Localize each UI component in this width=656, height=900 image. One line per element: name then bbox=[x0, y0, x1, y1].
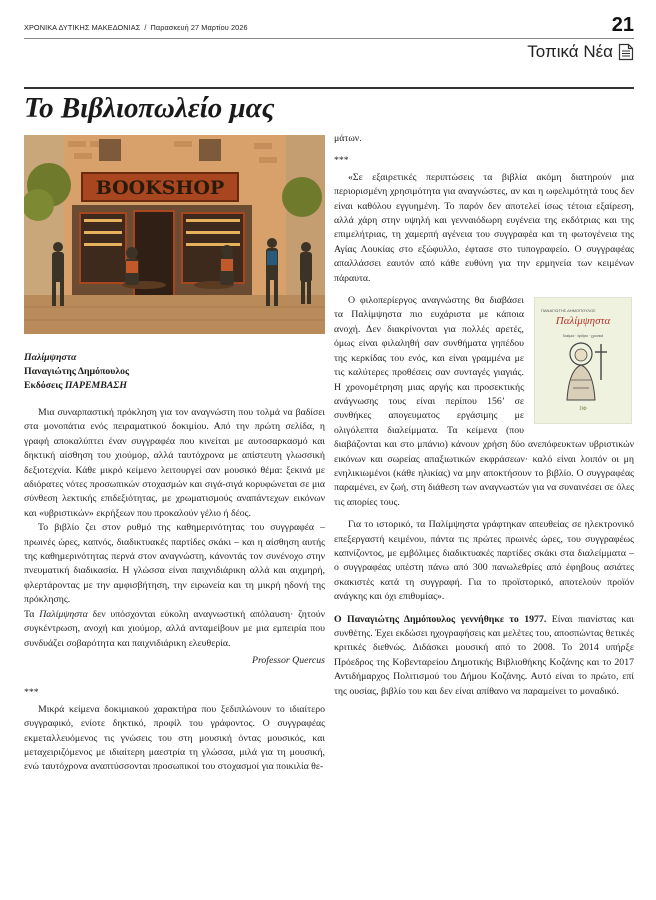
left-column bbox=[24, 406, 325, 775]
paragraph-prefix: Τα bbox=[24, 608, 40, 620]
cover-title: Παλίμψηστα bbox=[555, 315, 611, 328]
description-paragraph: Μικρά κείμενα δοκιμιακού χαρακτήρα που ξεδιπλώνουν το ιδιαίτερο συγγραφικό, ενίοτε δηκτικό, προφίλ του γράφοντος. Ο συγγραφέας εκμεταλλευόμενος τις γνώσεις του στη μουσική όντας μουσικός, και μεταχειριζόμενος με ιδιαίτερη μαεστρία τη γλώσσα, μιλά για τη μουσική, ενώ ταυτόχρονα αναπτύσσονται προσωπικοί του στοχασμοί για ποικιλία θε- bbox=[24, 703, 325, 773]
review-paragraph: Μια συναρπαστική πρόκληση για τον αναγνώστη που τολμά να βαδίσει στα μονοπάτια ενός πειραματικού δοκιμίου. Από την πρώτη σελίδα, η γραφή αποκαλύπτει έναν συγγραφέα που κινείται με αυτοσαρκασμό και δηκτική αίσθηση του χιούμορ, αλλά ταυτόχρονα με απίστευτη γλωσσική δεξιοτεχνία. Κάθε μικρό κείμενο λειτουργεί σαν μουσικό θέμα: ξεκινά με αδιόρατες νότες προσωπικών στοχασμών και σιγά-σιγά κορυφώνεται σε μια σύνθεση λεκτικής επιδεξιότητας, με χρωματισμούς αναπάντεχων εικόνων και «υβριστικών» εκρήξεων που προκαλούν γέλιο ή δέος. bbox=[24, 407, 325, 519]
masthead-info bbox=[24, 23, 248, 32]
saint-lucia-icon bbox=[557, 340, 611, 402]
book-title-inline: Παλίμψηστα bbox=[39, 608, 88, 620]
author-quote: «Σε εξαιρετικές περιπτώσεις τα βιβλία ακόμη διατηρούν μια περιορισμένη χρησιμότητα για αναγνώστες, αν και η ωφελιμότητά τους δεν είναι καθόλου εγγυημένη. Το παρόν δεν αποτελεί ίσως τέτοια εξαίρεση, αλλά χάρη στην υψηλή και γενναιόδωρη ευγένεια της εκδότριας και της επιμελήτριας, τη χαμερπή αγένεια του συγγραφέα και τη φωτογένεια της Αγίας Λουκίας στο εξώφυλλο, έφτασε στο τυπογραφείο. Ο συγγραφέας απαλλάσσει εαυτόν από κάθε ευθύνη για την ερμηνεία των κειμένων πάραυτα. bbox=[334, 171, 634, 284]
publisher-name: ΠΑΡΕΜΒΑΣΗ bbox=[64, 380, 127, 391]
section-rule bbox=[24, 87, 634, 89]
page-number: 21 bbox=[611, 14, 634, 36]
review-signature: Professor Quercus bbox=[251, 654, 325, 666]
section-label: Τοπικά Νέα bbox=[527, 42, 613, 61]
book-publisher bbox=[24, 379, 324, 393]
book-title: Παλίμψηστα bbox=[24, 352, 77, 363]
header-rule bbox=[24, 38, 634, 39]
review-paragraph bbox=[24, 608, 325, 651]
section-header bbox=[527, 42, 634, 62]
article-headline: Το Βιβλιοπωλείο μας bbox=[24, 92, 275, 124]
publisher-logo: ΠΦ bbox=[579, 406, 587, 412]
book-author: Παναγιώτης Δημόπουλος bbox=[24, 366, 130, 377]
issue-date: Παρασκευή 27 Μαρτίου 2026 bbox=[150, 23, 248, 32]
author-bio bbox=[334, 613, 634, 699]
section-divider: *** bbox=[24, 687, 39, 699]
bookshop-sign: BOOKSHOP bbox=[95, 177, 225, 199]
right-column bbox=[334, 132, 634, 699]
publisher-prefix: Εκδόσεις bbox=[24, 380, 63, 391]
bookshop-illustration bbox=[24, 135, 325, 334]
book-cover bbox=[534, 297, 632, 424]
masthead-separator: / bbox=[144, 23, 147, 32]
cover-author: ΠΑΝΑΓΙΩΤΗΣ ΔΗΜΟΠΟΥΛΟΣ bbox=[541, 308, 596, 314]
book-details bbox=[24, 351, 324, 393]
newspaper-name: ΧΡΟΝΙΚΑ ΔΥΤΙΚΗΣ ΜΑΚΕΔΟΝΙΑΣ bbox=[24, 23, 141, 32]
author-bio-lead: Ο Παναγιώτης Δημόπουλος γεννήθηκε το 1977. bbox=[334, 613, 547, 625]
author-bio-text: Είναι πιανίστας και συνθέτης. Έχει εκδώσει ηχογραφήσεις και μελέτες του, αποσπώντας θετικές κριτικές διεθνώς. Διδάσκει μουσική από το 2008. Το 2014 υπήρξε Πρόεδρος της Κοβενταρείου Δημοτικής Βιβλιοθήκης Κοζάνης και το 2017 Αντιδήμαρχος Πολιτισμού του Δήμου Κοζάνης. Αυτό είναι το πρώτο, επί της ουσίας, βιβλίο του και δεν είναι απίθανο να παραμείνει το μοναδικό. bbox=[334, 613, 634, 697]
masthead bbox=[24, 16, 634, 40]
review-paragraph: Το βιβλίο ζει στον ρυθμό της καθημερινότητας του συγγραφέα – πρωινές ώρες, καπνός, διαδικτυακές παρτίδες σκάκι – και η αίσθηση αυτής της καθημερινότητας περνά στον αναγνώστη, κάνοντάς τον συνένοχο στην πνευματική διαδικασία. Η γλώσσα είναι παιχνιδιάρικη αλλά και αιχμηρή, φλερτάροντας με την αμφισβήτηση, την ειρωνεία και τη μικρή ηδονή της πρόκλησης. bbox=[24, 522, 325, 606]
review-paragraph: Ο φιλοπερίεργος αναγνώστης θα διαβάσει τα Παλίμψηστα πιο ευχάριστα με κάποια ανοχή. Δεν διακρίνονται για πολλές αρετές, όμως είναι φιλαληθή σαν συνθήματα γηπέδου της κερκίδας του ενός, και είναι γραμμένα με τις καλύτερες προθέσεις σαν συνταγές γιαγιάς. Η χρονομέτρηση μιας αργής και προσεκτικής ανάγνωσης τους είναι περίπου 156’ σε συνθήκες απογευματος εργάσιμης με ολιγόλεπτα διαλείμματα. Τα κείμενα (που διαβάζονται και στο μπάνιο) κάνουν χρήση δύο ανεπόφευκτων υβριστικών εικόνων και σωρείας απαξιωτικών εκφράσεων· καλό είναι λοιπόν οι μη ενηλικιωμένοι (κάθε ηλικίας) να μην αποκτήσουν το βιβλίο. Ο συγγραφέας παραμένει, εν ζωή, στη διάθεση των αναγνωστών για να συναινέσει σε όλες τις απορίες τους. bbox=[334, 295, 634, 508]
continued-text: μάτων. bbox=[334, 133, 362, 144]
section-divider: *** bbox=[334, 155, 349, 167]
cover-subtitle: δοκίμια · άρθρα · χρονικά bbox=[562, 334, 604, 339]
review-paragraph: Για το ιστορικό, τα Παλίμψηστα γράφτηκαν απευθείας σε ηλεκτρονικό επεξεργαστή κειμένου, πάντα τις πρώτες πρωινές ώρες, του συγγραφέως καπνίζοντος, με εμβόλιμες διαδικτυακές παρτίδες σκάκι στα διαλείμματα – ο συγγραφέας υπέστη πάνω από 300 πανωλεθρίες από έφηβους ασιάτες σκακιστές κατά τη συγγραφή. Για το προϊστορικό, αποτελούν προϊόν ανάγκης και όχι επιθυμίας». bbox=[334, 519, 634, 603]
paragraph-text: δεν υπόσχονται εύκολη αναγνωστική απόλαυση· ζητούν συγκέντρωση, ανοχή και χιούμορ, αλλά ανταμείβουν με μια εμπειρία που συνδυάζει σοβαρότητα και παιχνιδιάρικη ελευθερία. bbox=[24, 608, 325, 649]
newspaper-icon bbox=[618, 43, 634, 61]
